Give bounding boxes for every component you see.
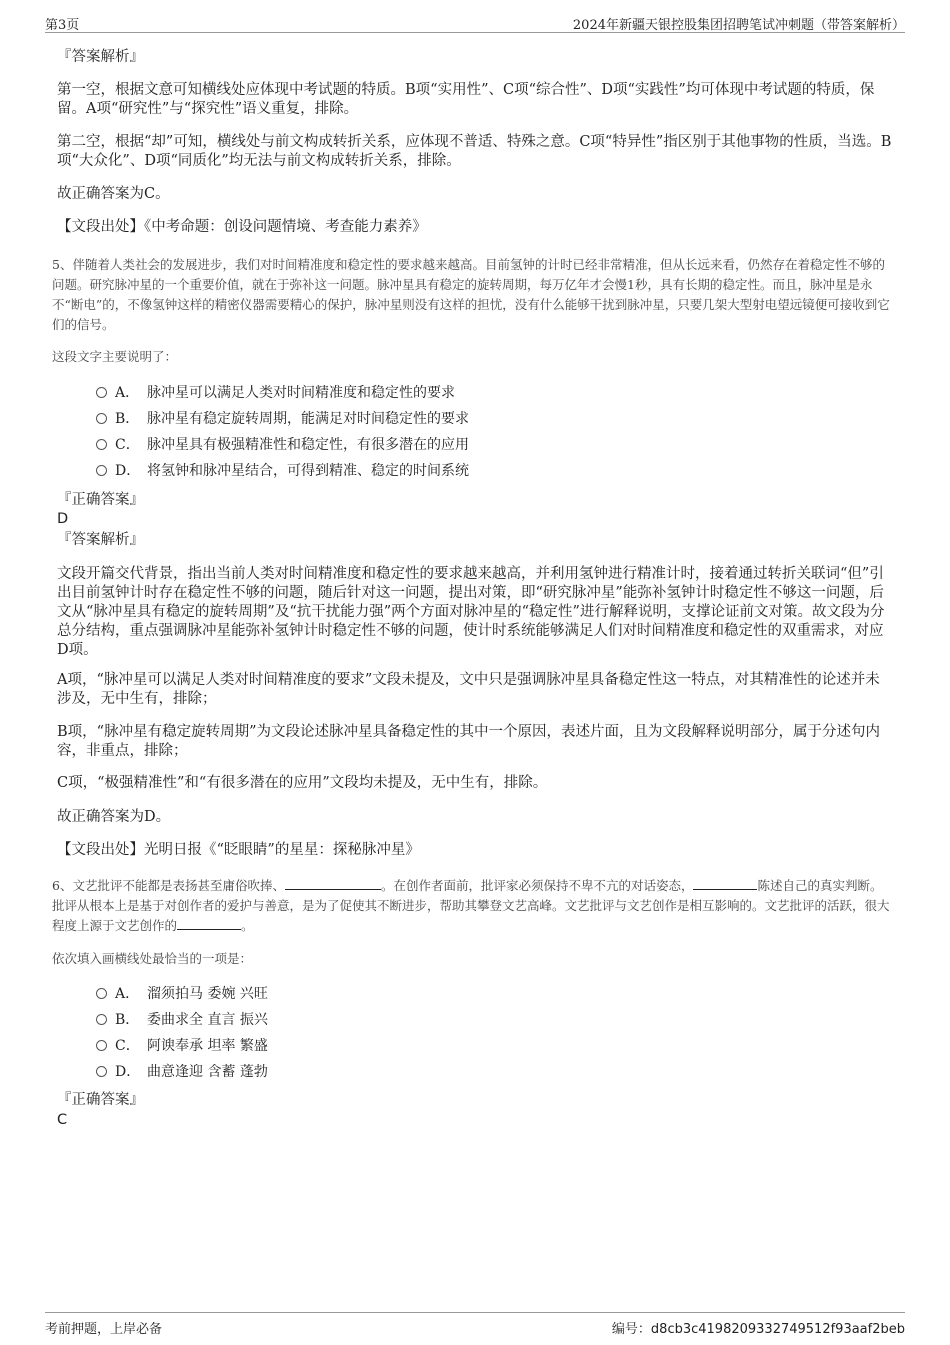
q6-stem: 6、文艺批评不能都是表扬甚至庸俗吹捧、 。在创作者面前，批评家必须保持不卑不亢的对话姿态， 陈述自己的真实判断。批评从根本上是基于对创作者的爱护与善意，是为了促使其不断进步，帮助其攀登文艺高峰。文艺批评与文艺创作是相互影响的。文艺批评的活跃，很大程度上源于文艺创作的 。 xyxy=(52,878,890,933)
q6-answer: C xyxy=(57,1112,68,1128)
radio-icon[interactable] xyxy=(96,413,107,424)
radio-icon[interactable] xyxy=(96,1040,107,1051)
footer-slogan: 考前押题，上岸必备 xyxy=(45,1322,163,1337)
q6-blank-3 xyxy=(177,917,241,930)
q5-analysis-c: C项，“极强精准性”和“有很多潜在的应用”文段均未提及，无中生有，排除。 xyxy=(57,775,548,791)
q5-option-a[interactable]: A． 脉冲星可以满足人类对时间精准度和稳定性的要求 xyxy=(96,382,455,404)
q5-prompt: 这段文字主要说明了： xyxy=(52,349,178,364)
q6-prompt: 依次填入画横线处最恰当的一项是： xyxy=(52,951,253,966)
radio-icon[interactable] xyxy=(96,387,107,398)
footer-code: 编号：d8cb3c4198209332749512f93aaf2beb xyxy=(611,1322,905,1337)
q5-answer-title: 『正确答案』 xyxy=(57,492,144,508)
q5-analysis-main: 文段开篇交代背景，指出当前人类对时间精准度和稳定性的要求越来越高，并利用氢钟进行精准计时，接着通过转折关联词“但”引出目前氢钟计时存在稳定性不够的问题，随后针对这一问题，提出对策，即“研究脉冲星”能弥补氢钟计时稳定性不够这一问题，后文从“脉冲星具有稳定的旋转周期”及“抗干扰能力强”两个方面对脉冲星的“稳定性”进行解释说明，支撑论证前文对策。故文段为分总分结构，重点强调脉冲星能弥补氢钟计时稳定性不够的问题，使计时系统能够满足人们对时间精准度和稳定性的双重需求，对应D项。 xyxy=(57,566,885,658)
prev-source: 【文段出处】《中考命题：创设问题情境、考查能力素养》 xyxy=(57,219,427,235)
q5-answer: D xyxy=(57,511,69,527)
page-header xyxy=(45,12,905,33)
prev-analysis-para2: 第二空，根据“却”可知，横线处与前文构成转折关系，应体现不普适、特殊之意。C项“特异性”指区别于其他事物的性质，当选。B项“大众化”、D项“同质化”均无法与前文构成转折关系，排除。 xyxy=(57,134,892,169)
q5-option-c[interactable]: C． 脉冲星具有极强精准性和稳定性，有很多潜在的应用 xyxy=(96,434,469,456)
q6-answer-title: 『正确答案』 xyxy=(57,1092,144,1108)
q5-stem: 5、伴随着人类社会的发展进步，我们对时间精准度和稳定性的要求越来越高。目前氢钟的计时已经非常精准，但从长远来看，仍然存在着稳定性不够的问题。研究脉冲星的一个重要价值，就在于弥补这一问题。脉冲星具有稳定的旋转周期，每万亿年才会慢1秒，具有长期的稳定性。而且，脉冲星是永不“断电”的，不像氢钟这样的精密仪器需要精心的保护，脉冲星则没有这样的担忧，没有什么能够干扰到脉冲星，只要几架大型射电望远镜便可接收到它们的信号。 xyxy=(52,257,890,332)
radio-icon[interactable] xyxy=(96,1066,107,1077)
q6-blank-2 xyxy=(693,877,757,890)
radio-icon[interactable] xyxy=(96,465,107,476)
document-title: 2024年新疆天银控股集团招聘笔试冲刺题（带答案解析） xyxy=(572,18,905,33)
prev-conclusion: 故正确答案为C。 xyxy=(57,186,170,202)
q6-option-b[interactable]: B． 委曲求全 直言 振兴 xyxy=(96,1009,268,1031)
page-footer xyxy=(45,1312,905,1337)
radio-icon[interactable] xyxy=(96,1014,107,1025)
q6-option-a[interactable]: A． 溜须拍马 委婉 兴旺 xyxy=(96,983,268,1005)
q5-conclusion: 故正确答案为D。 xyxy=(57,809,171,825)
q5-analysis-b: B项，“脉冲星有稳定旋转周期”为文段论述脉冲星具备稳定性的其中一个原因，表述片面，且为文段解释说明部分，属于分述句内容，非重点，排除； xyxy=(57,724,880,759)
q5-analysis-title: 『答案解析』 xyxy=(57,532,144,548)
q6-option-c[interactable]: C． 阿谀奉承 坦率 繁盛 xyxy=(96,1035,268,1057)
q5-source: 【文段出处】光明日报《“眨眼睛”的星星：探秘脉冲星》 xyxy=(57,842,420,858)
q5-option-b[interactable]: B． 脉冲星有稳定旋转周期，能满足对时间稳定性的要求 xyxy=(96,408,469,430)
prev-analysis-para1: 第一空，根据文意可知横线处应体现中考试题的特质。B项“实用性”、C项“综合性”、D项“实践性”均可体现中考试题的特质，保留。A项“研究性”与“探究性”语义重复，排除。 xyxy=(57,82,875,117)
q6-option-d[interactable]: D． 曲意逢迎 含蓄 蓬勃 xyxy=(96,1061,268,1083)
radio-icon[interactable] xyxy=(96,439,107,450)
q5-option-d[interactable]: D． 将氢钟和脉冲星结合，可得到精准、稳定的时间系统 xyxy=(96,460,469,482)
radio-icon[interactable] xyxy=(96,988,107,999)
q6-blank-1 xyxy=(285,877,381,890)
q5-analysis-a: A项，“脉冲星可以满足人类对时间精准度的要求”文段未提及，文中只是强调脉冲星具备稳定性这一特点，对其精准性的论述并未涉及，无中生有，排除； xyxy=(57,672,880,707)
page-number: 第3页 xyxy=(45,18,80,33)
prev-analysis-title: 『答案解析』 xyxy=(57,49,144,65)
